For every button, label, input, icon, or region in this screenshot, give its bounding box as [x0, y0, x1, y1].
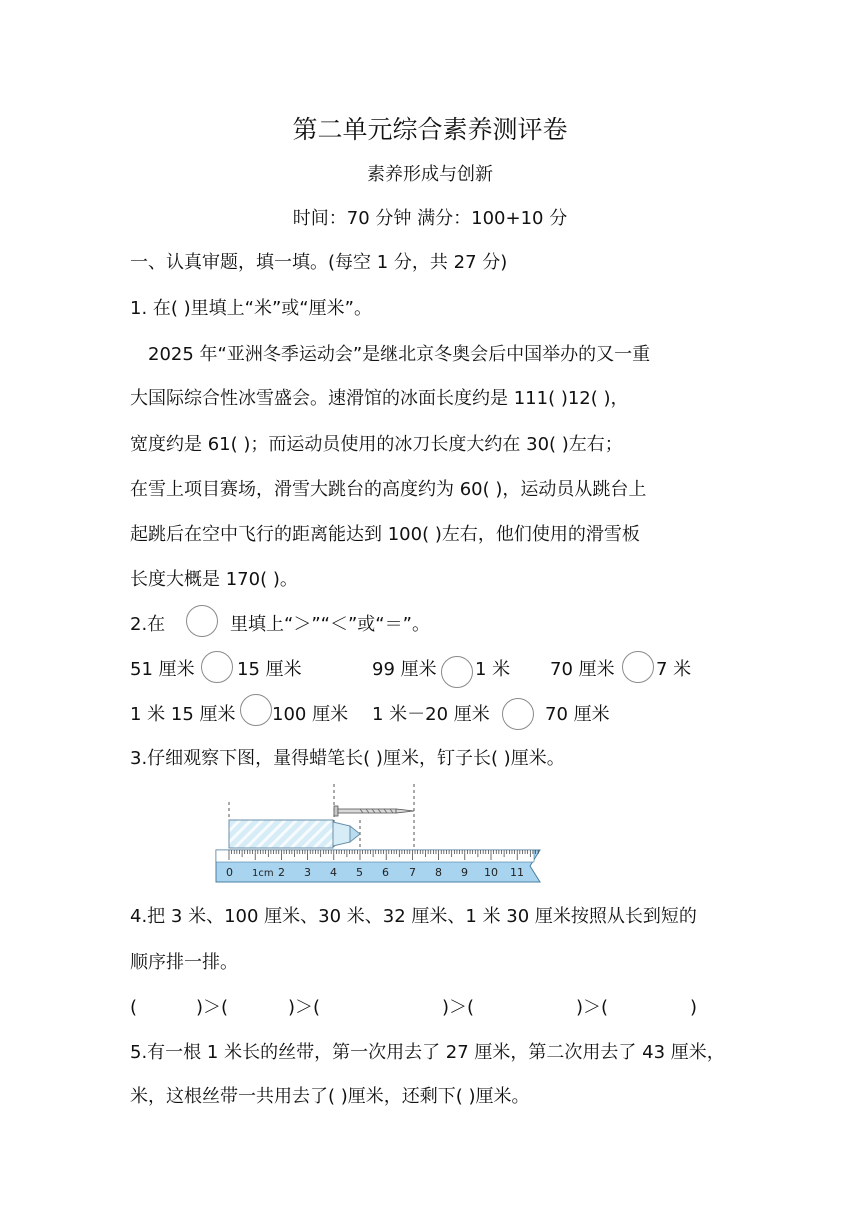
q1-prompt: 1. 在( )里填上“米”或“厘米”。 [130, 298, 372, 319]
ruler-tick-label: 5 [356, 866, 363, 879]
q4-order-0: ( [130, 997, 138, 1018]
q1-line-4: 在雪上项目赛场，滑雪大跳台的高度约为 60( )，运动员从跳台上 [130, 479, 647, 500]
ruler-tick-label: 8 [435, 866, 442, 879]
q4-order-3: )＞( [442, 997, 475, 1018]
answer-circle[interactable] [186, 605, 218, 637]
ruler-tick-label: 7 [409, 866, 416, 879]
page-subtitle: 素养形成与创新 [367, 164, 493, 185]
q5-line-2: 米，这根丝带一共用去了( )厘米，还剩下( )厘米。 [130, 1086, 530, 1107]
q3-prompt: 3.仔细观察下图，量得蜡笔长( )厘米，钉子长( )厘米。 [130, 748, 565, 769]
q2-r1-c: 99 厘米 [372, 659, 437, 680]
q4-order-4: )＞( [576, 997, 609, 1018]
ruler-figure [210, 780, 550, 890]
ruler-icon [216, 850, 540, 882]
ruler-tick-label: 0 [226, 866, 233, 879]
ruler-unit-label: 1cm [252, 868, 274, 879]
q2-prompt-end: 里填上“＞”“＜”或“＝”。 [230, 614, 430, 635]
q1-line-2: 大国际综合性冰雪盛会。速滑馆的冰面长度约是 111( )12( )， [130, 388, 629, 409]
q2-r1-a: 51 厘米 [130, 659, 195, 680]
answer-circle[interactable] [240, 694, 272, 726]
q1-line-5: 起跳后在空中飞行的距离能达到 100( )左右，他们使用的滑雪板 [130, 524, 640, 545]
q2-r2-c: 1 米－20 厘米 [372, 704, 490, 725]
nail-icon [334, 806, 414, 816]
q2-r1-f: 7 米 [656, 659, 692, 680]
answer-circle[interactable] [622, 651, 654, 683]
answer-circle[interactable] [201, 651, 233, 683]
q4-order-5: ) [690, 997, 698, 1018]
q2-r2-b: 100 厘米 [272, 704, 349, 725]
q5-line-1: 5.有一根 1 米长的丝带，第一次用去了 27 厘米，第二次用去了 43 厘米， [130, 1042, 725, 1063]
ruler-tick-label: 4 [330, 866, 337, 879]
crayon-icon [229, 820, 360, 848]
q1-line-6: 长度大概是 170( )。 [130, 569, 298, 590]
q4-order-2: )＞( [288, 997, 321, 1018]
ruler-tick-label: 9 [461, 866, 468, 879]
answer-circle[interactable] [502, 698, 534, 730]
q4-order-1: )＞( [196, 997, 229, 1018]
q2-prompt-start: 2.在 [130, 614, 166, 635]
section1-heading: 一、认真审题，填一填。(每空 1 分，共 27 分) [130, 252, 508, 273]
time-score-info: 时间：70 分钟 满分：100+10 分 [292, 208, 568, 229]
q4-line-2: 顺序排一排。 [130, 952, 238, 973]
answer-circle[interactable] [441, 656, 473, 688]
q2-r1-d: 1 米 [475, 659, 511, 680]
ruler-tick-label: 6 [382, 866, 389, 879]
ruler-tick-label: 10 [484, 866, 498, 879]
ruler-tick-label: 3 [304, 866, 311, 879]
q2-r1-e: 70 厘米 [550, 659, 615, 680]
q2-r1-b: 15 厘米 [237, 659, 302, 680]
q4-line-1: 4.把 3 米、100 厘米、30 米、32 厘米、1 米 30 厘米按照从长到短的 [130, 906, 697, 927]
q2-r2-d: 70 厘米 [545, 704, 610, 725]
q1-line-1: 2025 年“亚洲冬季运动会”是继北京冬奥会后中国举办的又一重 [148, 344, 651, 365]
page-title: 第二单元综合素养测评卷 [292, 115, 568, 144]
q1-line-3: 宽度约是 61( )；而运动员使用的冰刀长度大约在 30( )左右； [130, 434, 623, 455]
q2-r2-a: 1 米 15 厘米 [130, 704, 236, 725]
ruler-tick-label: 2 [278, 866, 285, 879]
ruler-tick-label: 11 [510, 866, 524, 879]
